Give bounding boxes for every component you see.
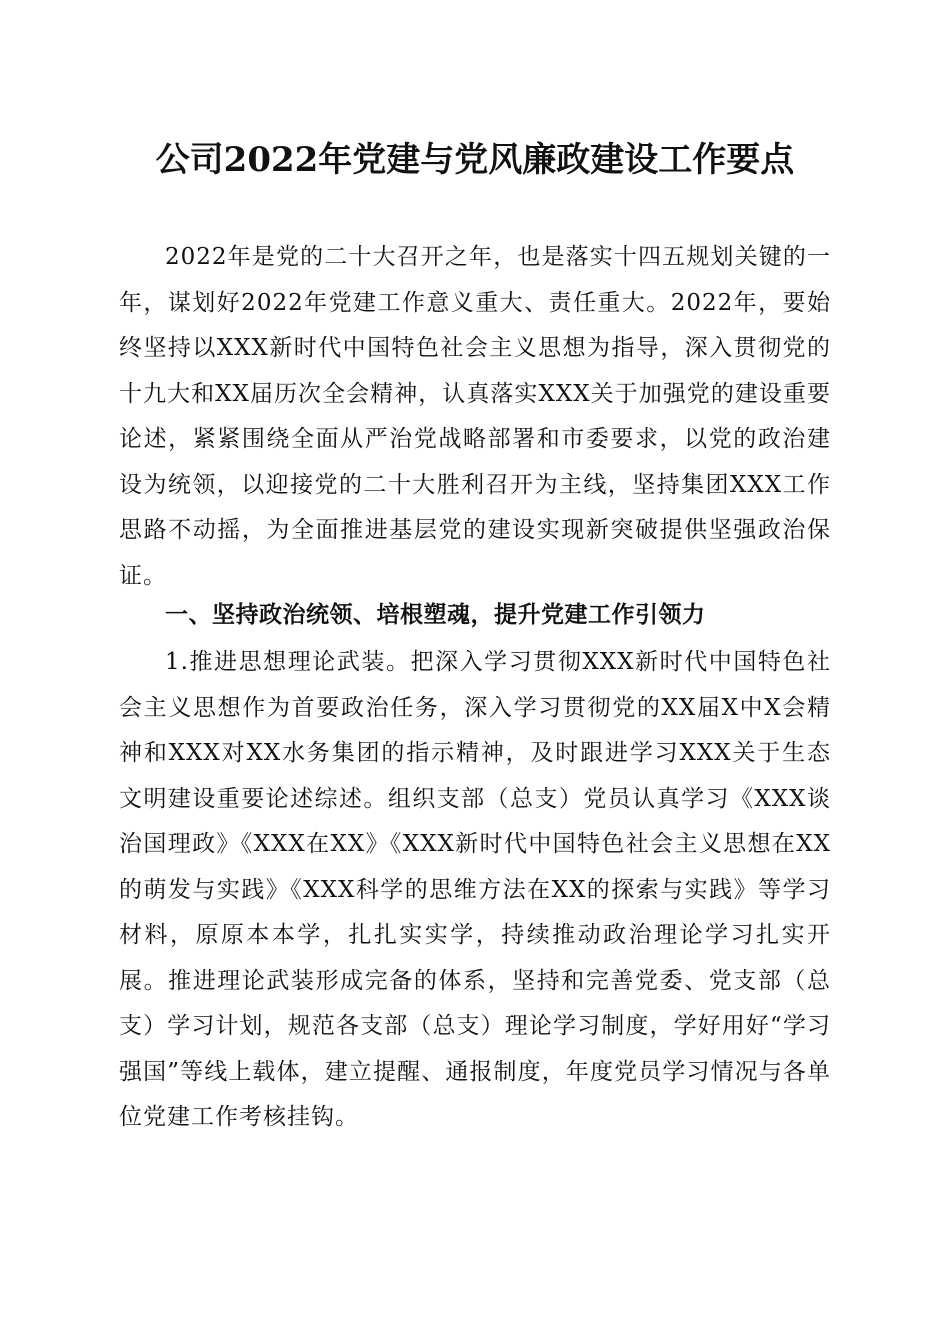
item-1-paragraph: 1.推进思想理论武装。把深入学习贯彻XXX新时代中国特色社会主义思想作为首要政治任务，深入学习贯彻党的XX届X中X会精神和XXX对XX水务集团的指示精神，及时跟进学习XXX关于生态文明建设重要论述综述。组织支部（总支）党员认真学习《XXX谈治国理政》《XXX在XX》《XXX新时代中国特色社会主义思想在XX的萌发与实践》《XXX科学的思维方法在XX的探索与实践》等学习材料，原原本本学，扎扎实实学，持续推动政治理论学习扎实开展。推进理论武装形成完备的体系，坚持和完善党委、党支部（总支）学习计划，规范各支部（总支）理论学习制度，学好用好“学习强国”等线上载体，建立提醒、通报制度，年度党员学习情况与各单位党建工作考核挂钩。 (119, 649, 831, 1130)
section-heading-1: 一、坚持政治统领、培根塑魂，提升党建工作引领力 (165, 602, 706, 628)
document-title: 公司2022年党建与党风廉政建设工作要点 (155, 140, 795, 180)
intro-paragraph: 2022年是党的二十大召开之年，也是落实十四五规划关键的一年，谋划好2022年党建工作意义重大、责任重大。2022年，要始终坚持以XXX新时代中国特色社会主义思想为指导，深入贯彻党的十九大和XX届历次全会精神，认真落实XXX关于加强党的建设重要论述，紧紧围绕全面从严治党战略部署和市委要求，以党的政治建设为统领，以迎接党的二十大胜利召开为主线，坚持集团XXX工作思路不动摇，为全面推进基层党的建设实现新突破提供坚强政治保证。 (119, 244, 831, 589)
